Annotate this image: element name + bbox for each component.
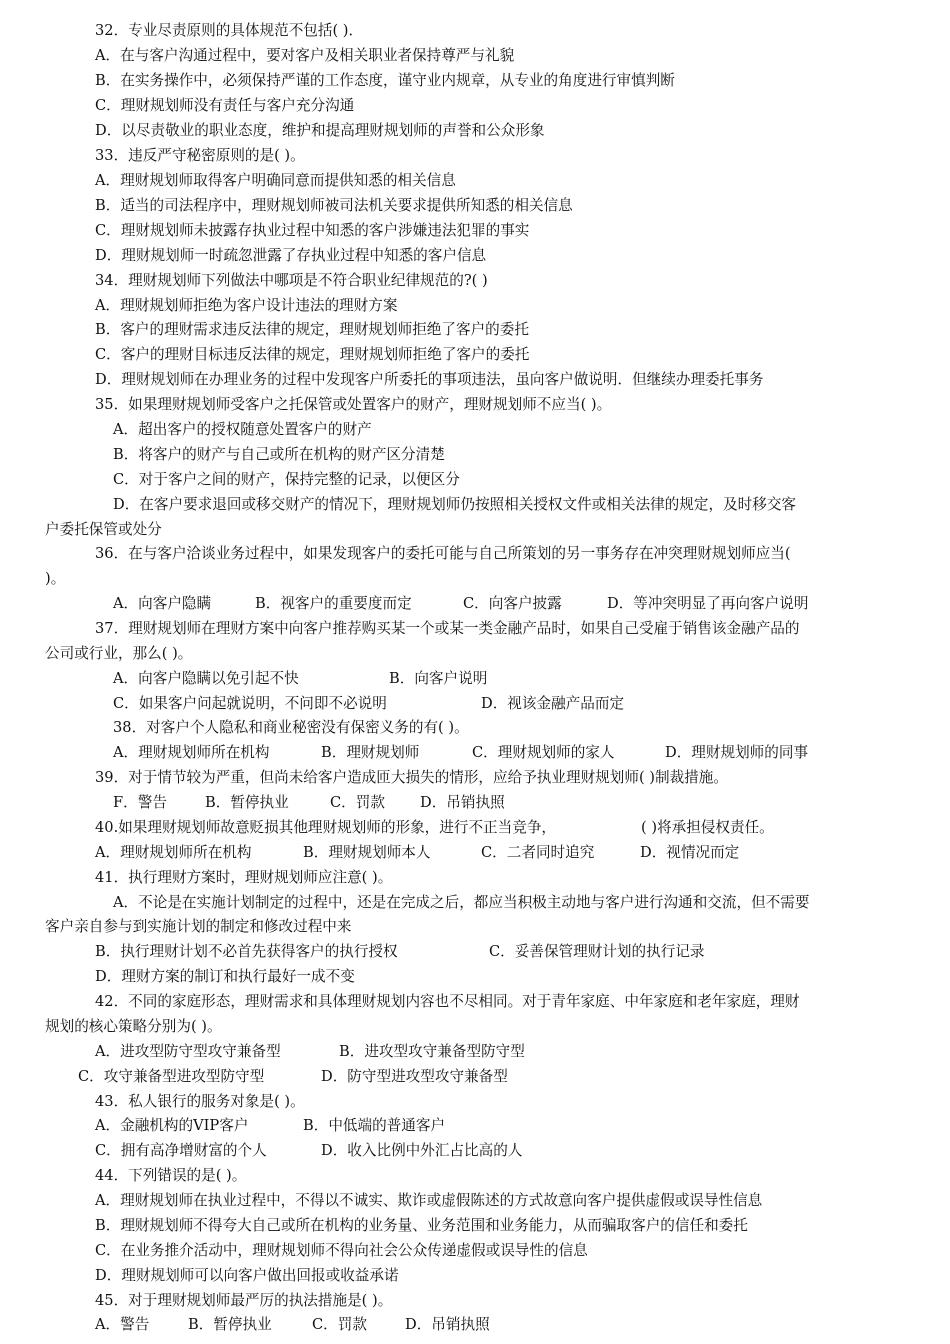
text-line: [0, 617, 950, 642]
text-line: [0, 194, 950, 219]
text-segment: A．金融机构的VIP客户: [95, 1117, 249, 1134]
text-segment: B．视客户的重要度而定: [255, 595, 412, 612]
text-segment: B．暂停执业: [205, 794, 289, 811]
text-segment: A．理财规划师在执业过程中，不得以不诚实、欺诈或虚假陈述的方式故意向客户提供虚假或误导性信息: [95, 1192, 763, 1209]
text-segment: B．执行理财计划不必首先获得客户的执行授权: [95, 943, 398, 960]
text-segment: B．将客户的财产与自己或所在机构的财产区分清楚: [113, 446, 445, 463]
text-line: [0, 965, 950, 990]
text-line: [0, 318, 950, 343]
text-line: [0, 891, 950, 916]
text-segment: D．等冲突明显了再向客户说明: [607, 595, 809, 612]
text-line: [0, 418, 950, 443]
text-segment: C．二者同时追究: [481, 844, 595, 861]
text-segment: D．以尽责敬业的职业态度，维护和提高理财规划师的声誉和公众形象: [95, 122, 545, 139]
text-line: [0, 692, 950, 717]
text-line: [0, 816, 950, 841]
text-segment: B．在实务操作中，必须保持严谨的工作态度，谨守业内规章，从专业的角度进行审慎判断: [95, 72, 675, 89]
text-line: [0, 990, 950, 1015]
text-segment: C．拥有高净增财富的个人: [95, 1142, 267, 1159]
text-line: [0, 1139, 950, 1164]
text-segment: B．理财规划师: [321, 744, 420, 761]
text-segment: 40.如果理财规划师故意贬损其他理财规划师的形象，进行不正当竞争，: [95, 819, 557, 836]
text-segment: B．暂停执业: [188, 1316, 272, 1333]
text-segment: D．防守型进攻型攻守兼备型: [321, 1068, 508, 1085]
text-line: [0, 667, 950, 692]
text-line: [0, 518, 950, 543]
text-line: [0, 244, 950, 269]
text-line: [0, 1040, 950, 1065]
text-segment: C．客户的理财目标违反法律的规定，理财规划师拒绝了客户的委托: [95, 346, 530, 363]
text-segment: 39．对于情节较为严重，但尚未给客户造成匝大损失的情形，应给予执业理财规划师( )制裁措施。: [95, 769, 728, 786]
text-line: [0, 1164, 950, 1189]
text-segment: 户委托保管或处分: [45, 521, 162, 538]
text-segment: 45．对于理财规划师最严厉的执法措施是( )。: [95, 1292, 393, 1309]
text-segment: C．罚款: [330, 794, 385, 811]
text-line: [0, 1015, 950, 1040]
text-segment: 41．执行理财方案时，理财规划师应注意( )。: [95, 869, 393, 886]
text-segment: C．向客户披露: [463, 595, 562, 612]
text-line: [0, 841, 950, 866]
text-segment: A．超出客户的授权随意处置客户的财产: [113, 421, 372, 438]
text-segment: D．吊销执照: [405, 1316, 490, 1333]
text-segment: A．理财规划师所在机构: [113, 744, 270, 761]
text-line: [0, 592, 950, 617]
text-line: [0, 169, 950, 194]
text-line: [0, 393, 950, 418]
text-segment: 43．私人银行的服务对象是( )。: [95, 1093, 305, 1110]
text-line: [0, 1214, 950, 1239]
text-segment: B．适当的司法程序中，理财规划师被司法机关要求提供所知悉的相关信息: [95, 197, 573, 214]
text-segment: C．理财规划师未披露存执业过程中知悉的客户涉嫌违法犯罪的事实: [95, 222, 530, 239]
text-segment: C．理财规划师没有责任与客户充分沟通: [95, 97, 355, 114]
text-line: [0, 915, 950, 940]
text-segment: A．在与客户沟通过程中，要对客户及相关职业者保持尊严与礼貌: [95, 47, 515, 64]
text-line: [0, 741, 950, 766]
text-segment: A．理财规划师拒绝为客户设计违法的理财方案: [95, 297, 398, 314]
text-line: [0, 119, 950, 144]
text-line: [0, 1239, 950, 1264]
text-segment: D．视情况而定: [640, 844, 740, 861]
text-segment: C．对于客户之间的财产，保持完整的记录，以便区分: [113, 471, 460, 488]
text-line: [0, 94, 950, 119]
text-segment: B．中低端的普通客户: [303, 1117, 446, 1134]
text-segment: A．进攻型防守型攻守兼备型: [95, 1043, 281, 1060]
text-segment: D．收入比例中外汇占比高的人: [321, 1142, 523, 1159]
text-segment: 44．下列错误的是( )。: [95, 1167, 247, 1184]
text-line: [0, 144, 950, 169]
text-segment: C．罚款: [312, 1316, 367, 1333]
text-segment: A．向客户隐瞒以免引起不快: [113, 670, 299, 687]
text-segment: 38．对客户个人隐私和商业秘密没有保密义务的有( )。: [113, 719, 469, 736]
text-segment: A．理财规划师所在机构: [95, 844, 252, 861]
text-line: [0, 19, 950, 44]
text-segment: 客户亲自参与到实施计划的制定和修改过程中来: [45, 918, 352, 935]
text-segment: B．理财规划师不得夸大自己或所在机构的业务量、业务范围和业务能力，从而骗取客户的信任和委托: [95, 1217, 748, 1234]
text-segment: 35．如果理财规划师受客户之托保管或处置客户的财产，理财规划师不应当( )。: [95, 396, 612, 413]
text-line: [0, 542, 950, 567]
text-segment: C．妥善保管理财计划的执行记录: [489, 943, 705, 960]
text-segment: B．进攻型攻守兼备型防守型: [339, 1043, 525, 1060]
text-line: [0, 1313, 950, 1338]
text-segment: 规划的核心策略分别为( )。: [45, 1018, 222, 1035]
text-segment: B．理财规划师本人: [303, 844, 431, 861]
text-segment: 37．理财规划师在理财方案中向客户推荐购买某一个或某一类金融产品时，如果自己受雇于销售该金融产品的: [95, 620, 800, 637]
text-line: [0, 69, 950, 94]
text-line: [0, 1289, 950, 1314]
text-segment: 34．理财规划师下列做法中哪项是不符合职业纪律规范的?( ): [95, 272, 488, 289]
text-segment: C．攻守兼备型进攻型防守型: [78, 1068, 265, 1085]
text-segment: 公司或行业，那么( )。: [45, 645, 193, 662]
text-segment: 36．在与客户洽谈业务过程中，如果发现客户的委托可能与自己所策划的另一事务存在冲突理财规划师应当(: [95, 545, 791, 562]
text-segment: A．理财规划师取得客户明确同意而提供知悉的相关信息: [95, 172, 456, 189]
text-line: [0, 343, 950, 368]
text-line: [0, 269, 950, 294]
text-line: [0, 642, 950, 667]
text-segment: A．警告: [95, 1316, 150, 1333]
text-segment: 42．不同的家庭形态，理财需求和具体理财规划内容也不尽相同。对于青年家庭、中年家庭和老年家庭，理财: [95, 993, 800, 1010]
text-segment: B．客户的理财需求违反法律的规定，理财规划师拒绝了客户的委托: [95, 321, 529, 338]
text-line: [0, 1189, 950, 1214]
text-line: [0, 468, 950, 493]
text-line: [0, 368, 950, 393]
text-line: [0, 940, 950, 965]
text-segment: 32．专业尽责原则的具体规范不包括( )．: [95, 22, 364, 39]
text-segment: F．警告: [113, 794, 167, 811]
text-segment: D．理财规划师在办理业务的过程中发现客户所委托的事项违法，虽向客户做说明．但继续办理委托事务: [95, 371, 764, 388]
text-line: [0, 1090, 950, 1115]
text-segment: B．向客户说明: [389, 670, 488, 687]
text-segment: C．在业务推介活动中，理财规划师不得向社会公众传递虚假或误导性的信息: [95, 1242, 588, 1259]
text-line: [0, 866, 950, 891]
text-segment: D．理财规划师一时疏忽泄露了存执业过程中知悉的客户信息: [95, 247, 487, 264]
text-line: [0, 443, 950, 468]
text-segment: D．理财规划师可以向客户做出回报或收益承诺: [95, 1267, 399, 1284]
text-line: [0, 294, 950, 319]
text-segment: D．在客户要求退回或移交财产的情况下，理财规划师仍按照相关授权文件或相关法律的规定，及时移交客: [113, 496, 797, 513]
text-line: [0, 219, 950, 244]
text-segment: C．理财规划师的家人: [472, 744, 615, 761]
text-segment: A．向客户隐瞒: [113, 595, 212, 612]
text-segment: D．视该金融产品而定: [481, 695, 625, 712]
text-segment: D．理财规划师的同事: [665, 744, 809, 761]
text-segment: )。: [45, 570, 66, 587]
text-line: [0, 791, 950, 816]
text-line: [0, 766, 950, 791]
text-line: [0, 1065, 950, 1090]
text-line: [0, 567, 950, 592]
text-segment: ( )将承担侵权责任。: [641, 819, 774, 836]
text-line: [0, 716, 950, 741]
text-segment: 33．违反严守秘密原则的是( )。: [95, 147, 305, 164]
text-segment: C．如果客户问起就说明，不问即不必说明: [113, 695, 387, 712]
text-line: [0, 44, 950, 69]
text-line: [0, 1114, 950, 1139]
text-segment: A．不论是在实施计划制定的过程中，还是在完成之后，都应当积极主动地与客户进行沟通和交流，但不需要: [113, 894, 810, 911]
text-line: [0, 1264, 950, 1289]
text-segment: D．理财方案的制订和执行最好一成不变: [95, 968, 355, 985]
text-line: [0, 493, 950, 518]
text-segment: D．吊销执照: [420, 794, 505, 811]
